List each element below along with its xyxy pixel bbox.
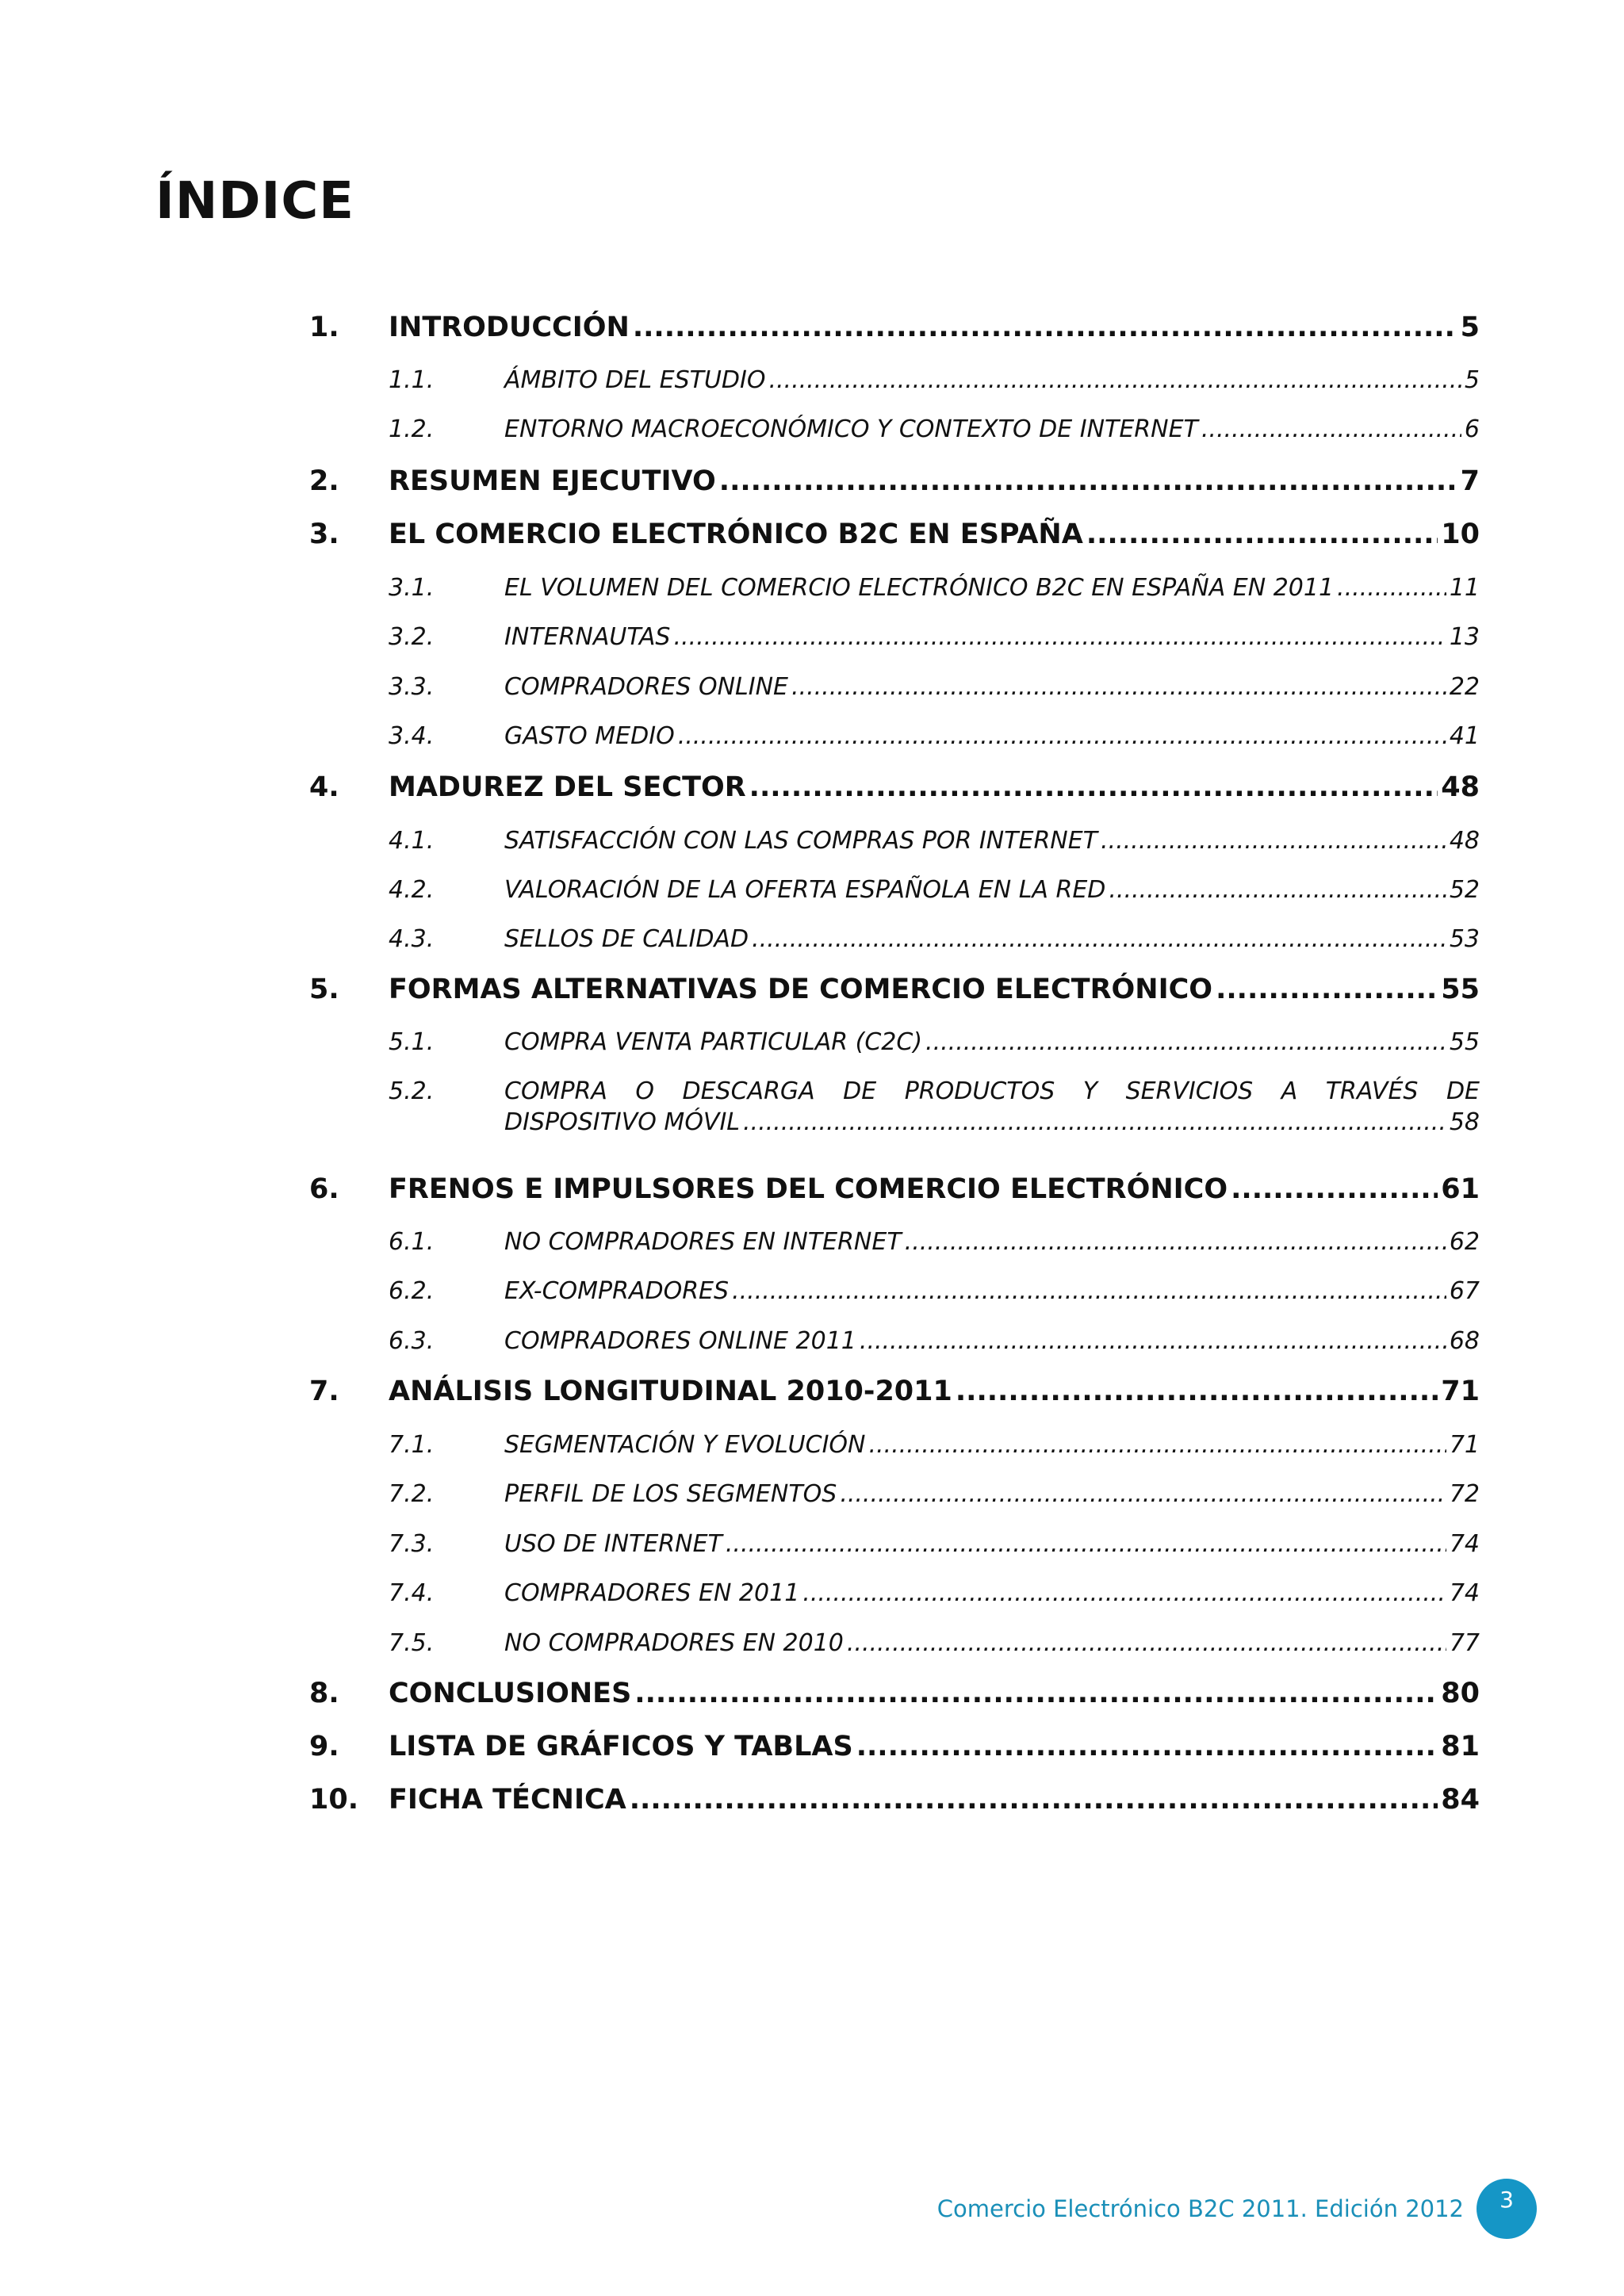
toc-title-word: TRAVÉS xyxy=(1325,1077,1419,1105)
toc-title-word: COMPRA xyxy=(504,1077,607,1105)
toc-page: 72 xyxy=(1449,1480,1480,1508)
toc-number: 7.3. xyxy=(389,1530,435,1558)
toc-title: ANÁLISIS LONGITUDINAL 2010-2011 xyxy=(389,1376,952,1407)
toc-leader xyxy=(1109,876,1446,904)
toc-number: 6. xyxy=(309,1173,339,1205)
toc-entry[interactable] xyxy=(309,1431,1480,1459)
toc-number: 3.1. xyxy=(389,574,435,602)
toc-entry[interactable] xyxy=(309,1784,1480,1816)
toc-entry[interactable] xyxy=(309,1173,1480,1205)
toc-page: 62 xyxy=(1449,1228,1480,1256)
toc-entry[interactable] xyxy=(309,1228,1480,1256)
toc-page: 77 xyxy=(1449,1629,1480,1657)
toc-leader xyxy=(726,1530,1446,1558)
toc-page: 52 xyxy=(1449,876,1480,904)
toc-entry[interactable] xyxy=(309,1028,1480,1056)
toc-entry[interactable] xyxy=(309,415,1480,443)
toc-leader xyxy=(1337,574,1446,602)
toc-number: 1. xyxy=(309,312,339,343)
toc-leader xyxy=(925,1028,1446,1056)
toc-entry[interactable] xyxy=(309,1530,1480,1558)
toc-leader xyxy=(1086,519,1438,550)
toc-leader xyxy=(956,1376,1438,1407)
toc-page: 67 xyxy=(1449,1277,1480,1305)
toc-title: VALORACIÓN DE LA OFERTA ESPAÑOLA EN LA RED xyxy=(504,876,1106,904)
toc-number: 4. xyxy=(309,771,339,803)
toc-leader xyxy=(719,465,1457,497)
toc-leader xyxy=(732,1277,1446,1305)
toc-title: COMPRADORES ONLINE xyxy=(504,673,789,701)
toc-leader xyxy=(752,925,1446,953)
toc-page: 81 xyxy=(1441,1731,1480,1762)
toc-page: 55 xyxy=(1449,1028,1480,1056)
toc-title: LISTA DE GRÁFICOS Y TABLAS xyxy=(389,1731,853,1762)
toc-page: 53 xyxy=(1449,925,1480,953)
toc-title: COMPRADORES ONLINE 2011 xyxy=(504,1327,856,1355)
toc-page: 41 xyxy=(1449,722,1480,750)
toc-number: 5. xyxy=(309,974,339,1005)
page-title: ÍNDICE xyxy=(155,172,354,231)
toc-number: 6.2. xyxy=(389,1277,435,1305)
toc-number: 7.4. xyxy=(389,1579,435,1607)
toc-title-word: DE xyxy=(843,1077,877,1105)
toc-title xyxy=(504,1077,1480,1105)
toc-page: 74 xyxy=(1449,1579,1480,1607)
toc-page: 5 xyxy=(1460,312,1480,343)
toc-number: 8. xyxy=(309,1678,339,1709)
toc-title: FICHA TÉCNICA xyxy=(389,1784,626,1816)
toc-leader xyxy=(1201,415,1461,443)
toc-title-word: PRODUCTOS xyxy=(904,1077,1055,1105)
toc-page: 7 xyxy=(1460,465,1480,497)
toc-entry[interactable] xyxy=(309,876,1480,904)
toc-page: 84 xyxy=(1441,1784,1480,1816)
toc-number: 3.3. xyxy=(389,673,435,701)
toc-entry[interactable] xyxy=(309,1579,1480,1607)
toc-leader xyxy=(633,312,1457,343)
toc-title: INTERNAUTAS xyxy=(504,623,671,651)
toc-page: 6 xyxy=(1464,415,1480,443)
toc-page: 71 xyxy=(1441,1376,1480,1407)
toc-title-word: DESCARGA xyxy=(682,1077,815,1105)
toc-entry[interactable] xyxy=(309,1277,1480,1305)
toc-entry[interactable] xyxy=(309,519,1480,550)
toc-leader xyxy=(860,1327,1446,1355)
toc-page: 5 xyxy=(1464,366,1480,394)
toc-entry[interactable] xyxy=(309,771,1480,803)
toc-page: 48 xyxy=(1449,827,1480,855)
toc-number: 1.2. xyxy=(389,415,435,443)
toc-entry[interactable] xyxy=(309,1629,1480,1657)
toc-entry[interactable] xyxy=(309,974,1480,1005)
toc-number: 5.2. xyxy=(389,1077,435,1105)
toc-page: 13 xyxy=(1449,623,1480,651)
toc-entry[interactable] xyxy=(309,366,1480,394)
toc-leader xyxy=(749,771,1438,803)
toc-title-word: DE xyxy=(1446,1077,1480,1105)
toc-page: 74 xyxy=(1449,1530,1480,1558)
page-footer xyxy=(937,2179,1537,2239)
toc-leader xyxy=(856,1731,1438,1762)
toc-number: 5.1. xyxy=(389,1028,435,1056)
toc-page: 48 xyxy=(1441,771,1480,803)
toc-entry[interactable] xyxy=(309,1077,1480,1136)
toc-title: NO COMPRADORES EN 2010 xyxy=(504,1629,844,1657)
toc-title-word: Y xyxy=(1082,1077,1098,1105)
toc-page: 80 xyxy=(1441,1678,1480,1709)
toc-leader xyxy=(1231,1173,1438,1205)
toc-entry[interactable] xyxy=(309,1327,1480,1355)
toc-page: 22 xyxy=(1449,673,1480,701)
toc-leader xyxy=(678,722,1446,750)
toc-number: 2. xyxy=(309,465,339,497)
toc-title: EX-COMPRADORES xyxy=(504,1277,730,1305)
toc-leader xyxy=(868,1431,1446,1459)
toc-number: 10. xyxy=(309,1784,359,1816)
toc-leader xyxy=(791,673,1446,701)
toc-leader xyxy=(1101,827,1446,855)
toc-title: PERFIL DE LOS SEGMENTOS xyxy=(504,1480,837,1508)
toc-title: EL VOLUMEN DEL COMERCIO ELECTRÓNICO B2C EN ESPAÑA EN 2011 xyxy=(504,574,1335,602)
page-number-badge: 3 xyxy=(1477,2179,1537,2239)
toc-leader xyxy=(673,623,1446,651)
toc-page: 68 xyxy=(1449,1327,1480,1355)
toc-title: INTRODUCCIÓN xyxy=(389,312,630,343)
toc-title-word: SERVICIOS xyxy=(1125,1077,1254,1105)
toc-title: SELLOS DE CALIDAD xyxy=(504,925,749,953)
toc-leader xyxy=(905,1228,1446,1256)
toc-title: MADUREZ DEL SECTOR xyxy=(389,771,746,803)
toc-title: SEGMENTACIÓN Y EVOLUCIÓN xyxy=(504,1431,866,1459)
toc-page: 55 xyxy=(1441,974,1480,1005)
toc-leader xyxy=(847,1629,1446,1657)
toc-title: GASTO MEDIO xyxy=(504,722,675,750)
toc-title: ÁMBITO DEL ESTUDIO xyxy=(504,366,766,394)
toc-number: 3. xyxy=(309,519,339,550)
toc-title: SATISFACCIÓN CON LAS COMPRAS POR INTERNET xyxy=(504,827,1098,855)
toc-number: 7.2. xyxy=(389,1480,435,1508)
toc-title: COMPRA VENTA PARTICULAR (C2C) xyxy=(504,1028,923,1056)
toc-page: 10 xyxy=(1441,519,1480,550)
toc-entry[interactable] xyxy=(309,1731,1480,1762)
toc-title-word: A xyxy=(1281,1077,1298,1105)
toc-leader xyxy=(743,1108,1446,1136)
toc-leader xyxy=(840,1480,1446,1508)
toc-leader xyxy=(634,1678,1438,1709)
toc-number: 3.4. xyxy=(389,722,435,750)
toc-number: 7.1. xyxy=(389,1431,435,1459)
toc-number: 4.2. xyxy=(389,876,435,904)
toc-title: EL COMERCIO ELECTRÓNICO B2C EN ESPAÑA xyxy=(389,519,1083,550)
toc-entry[interactable] xyxy=(309,1376,1480,1407)
toc-number: 6.3. xyxy=(389,1327,435,1355)
toc-page: 71 xyxy=(1449,1431,1480,1459)
toc-entry[interactable] xyxy=(309,827,1480,855)
toc-number: 3.2. xyxy=(389,623,435,651)
toc-number: 7. xyxy=(309,1376,339,1407)
toc-leader xyxy=(630,1784,1438,1816)
toc-entry[interactable] xyxy=(309,574,1480,602)
toc-title: USO DE INTERNET xyxy=(504,1530,722,1558)
toc-title-word: O xyxy=(635,1077,655,1105)
toc-page: 58 xyxy=(1449,1108,1480,1136)
toc-title: FRENOS E IMPULSORES DEL COMERCIO ELECTRÓNICO xyxy=(389,1173,1228,1205)
toc-number: 4.3. xyxy=(389,925,435,953)
footer-publication-title: Comercio Electrónico B2C 2011. Edición 2012 xyxy=(936,2195,1464,2222)
toc-number: 9. xyxy=(309,1731,339,1762)
toc-entry[interactable] xyxy=(309,1480,1480,1508)
toc-title-line2: DISPOSITIVO MÓVIL xyxy=(504,1108,741,1136)
toc-leader xyxy=(768,366,1461,394)
toc-entry[interactable] xyxy=(309,465,1480,497)
toc-entry[interactable] xyxy=(309,312,1480,343)
toc-entry[interactable] xyxy=(309,623,1480,651)
toc-number: 4.1. xyxy=(389,827,435,855)
toc-number: 1.1. xyxy=(389,366,435,394)
toc-title: COMPRADORES EN 2011 xyxy=(504,1579,800,1607)
toc-title: RESUMEN EJECUTIVO xyxy=(389,465,716,497)
toc-number: 6.1. xyxy=(389,1228,435,1256)
toc-title: ENTORNO MACROECONÓMICO Y CONTEXTO DE INTERNET xyxy=(504,415,1198,443)
toc-title: NO COMPRADORES EN INTERNET xyxy=(504,1228,902,1256)
toc-title: FORMAS ALTERNATIVAS DE COMERCIO ELECTRÓNICO xyxy=(389,974,1213,1005)
toc-entry[interactable] xyxy=(309,1678,1480,1709)
toc-entry[interactable] xyxy=(309,925,1480,953)
toc-leader xyxy=(1216,974,1438,1005)
toc-title: CONCLUSIONES xyxy=(389,1678,632,1709)
toc-leader xyxy=(802,1579,1446,1607)
toc-page: 11 xyxy=(1449,574,1480,602)
toc-entry[interactable] xyxy=(309,722,1480,750)
toc-entry[interactable] xyxy=(309,673,1480,701)
toc-page: 61 xyxy=(1441,1173,1480,1205)
toc-number: 7.5. xyxy=(389,1629,435,1657)
